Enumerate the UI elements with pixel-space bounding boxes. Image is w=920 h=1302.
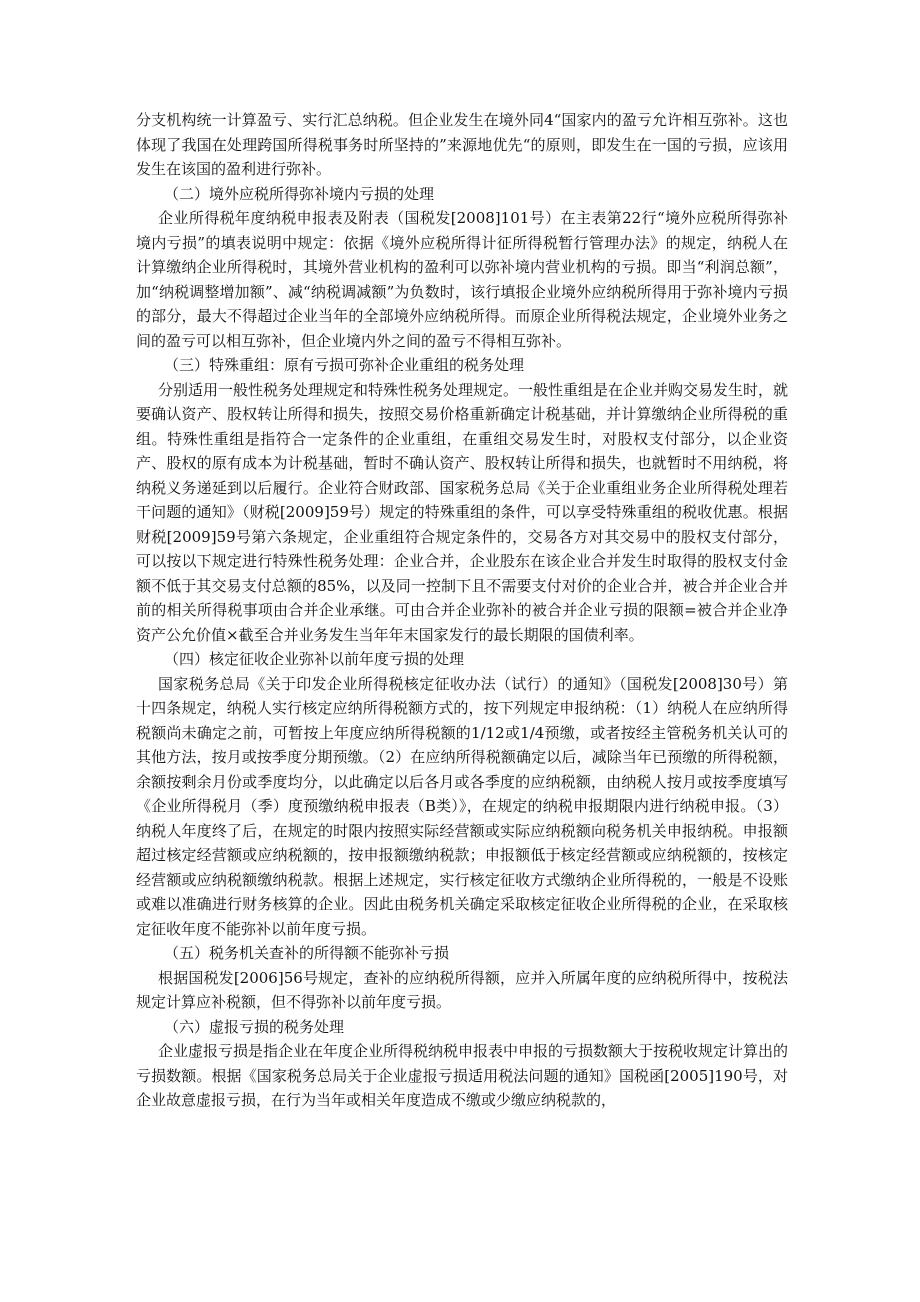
section-heading-4: （四）核定征收企业弥补以前年度亏损的处理: [164, 650, 465, 668]
paragraph-section-4: 国家税务总局《关于印发企业所得税核定征收办法（试行）的通知》（国税发[2008]30号）第十四条规定，纳税人实行核定应纳所得税额方式的，按下列规定申报纳税：（1）纳税人在应纳所得税额尚未确定之前，可暂按上年度应纳所得税额的1/12或1/4预缴，或者按经主管税务机关认可的其他方法，按月或按季度分期预缴。（2）在应纳所得税额确定以后，减除当年已预缴的所得税额，余额按剩余月份或季度均分，以此确定以后各月或各季度的应纳税额，由纳税人按月或按季度填写《企业所得税月（季）度预缴纳税申报表（B类）》，在规定的纳税申报期限内进行纳税申报。（3）纳税人年度终了后，在规定的时限内按照实际经营额或实际应纳税额向税务机关申报纳税。申报额超过核定经营额或应纳税额的，按申报额缴纳税款；申报额低于核定经营额或应纳税额的，按核定经营额或应纳税额缴纳税款。根据上述规定，实行核定征收方式缴纳企业所得税的，一般是不设账或难以准确进行财务核算的企业。因此由税务机关确定采取核定征收企业所得税的企业，在采取核定征收年度不能弥补以前年度亏损。: [136, 674, 788, 938]
section-heading-5: （五）税务机关查补的所得额不能弥补亏损: [164, 944, 450, 962]
document-body: [136, 108, 788, 1113]
paragraph-section-5: 根据国税发[2006]56号规定，查补的应纳税所得额，应并入所属年度的应纳税所得中，按税法规定计算应补税额，但不得弥补以前年度亏损。: [136, 968, 788, 1011]
section-heading-6: （六）虚报亏损的税务处理: [164, 1017, 345, 1036]
section-heading-2: （二）境外应税所得弥补境内亏损的处理: [164, 184, 435, 203]
paragraph-section-3: 分别适用一般性税务处理规定和特殊性税务处理规定。一般性重组是在企业并购交易发生时，就要确认资产、股权转让所得和损失，按照交易价格重新确定计税基础，并计算缴纳企业所得税的重组。特殊性重组是指符合一定条件的企业重组，在重组交易发生时，对股权支付部分，以企业资产、股权的原有成本为计税基础，暂时不确认资产、股权转让所得和损失，也就暂时不用纳税，将纳税义务递延到以后履行。企业符合财政部、国家税务总局《关于企业重组业务企业所得税处理若干问题的通知》（财税[2009]59号）规定的特殊重组的条件，可以享受特殊重组的税收优惠。根据财税[2009]59号第六条规定，企业重组符合规定条件的，交易各方对其交易中的股权支付部分，可以按以下规定进行特殊性税务处理：企业合并，企业股东在该企业合并发生时取得的股权支付金额不低于其交易支付总额的85%，以及同一控制下且不需要支付对价的企业合并，被合并企业合并前的相关所得税事项由合并企业承继。可由合并企业弥补的被合并企业亏损的限额=被合并企业净资产公允价值×截至合并业务发生当年年末国家发行的最长期限的国债利率。: [136, 380, 789, 644]
paragraph-section-6: 企业虚报亏损是指企业在年度企业所得税纳税申报表中申报的亏损数额大于按税收规定计算出的亏损数额。根据《国家税务总局关于企业虚报亏损适用税法问题的通知》国税函[2005]190号，对企业故意虚报亏损，在行为当年或相关年度造成不缴或少缴应纳税款的，: [136, 1042, 789, 1109]
paragraph-intro: 分支机构统一计算盈亏、实行汇总纳税。但企业发生在境外同4“国家内的盈亏允许相互弥补。这也体现了我国在处理跨国所得税事务时所坚持的”来源地优先“的原则，即发生在一国的亏损，应该用发生在该国的盈利进行弥补。: [136, 111, 788, 178]
section-heading-3: （三）特殊重组：原有亏损可弥补企业重组的税务处理: [164, 356, 525, 374]
paragraph-section-2: 企业所得税年度纳税申报表及附表（国税发[2008]101号）在主表第22行“境外应税所得弥补境内亏损”的填表说明中规定：依据《境外应税所得计征所得税暂行管理办法》的规定，纳税人在计算缴纳企业所得税时，其境外营业机构的盈利可以弥补境内营业机构的亏损。即当“利润总额”，加“纳税调整增加额”、减“纳税调减额”为负数时，该行填报企业境外应纳税所得用于弥补境内亏损的部分，最大不得超过企业当年的全部境外应纳税所得。而原企业所得税法规定，企业境外业务之间的盈亏可以相互弥补，但企业境内外之间的盈亏不得相互弥补。: [136, 209, 788, 350]
